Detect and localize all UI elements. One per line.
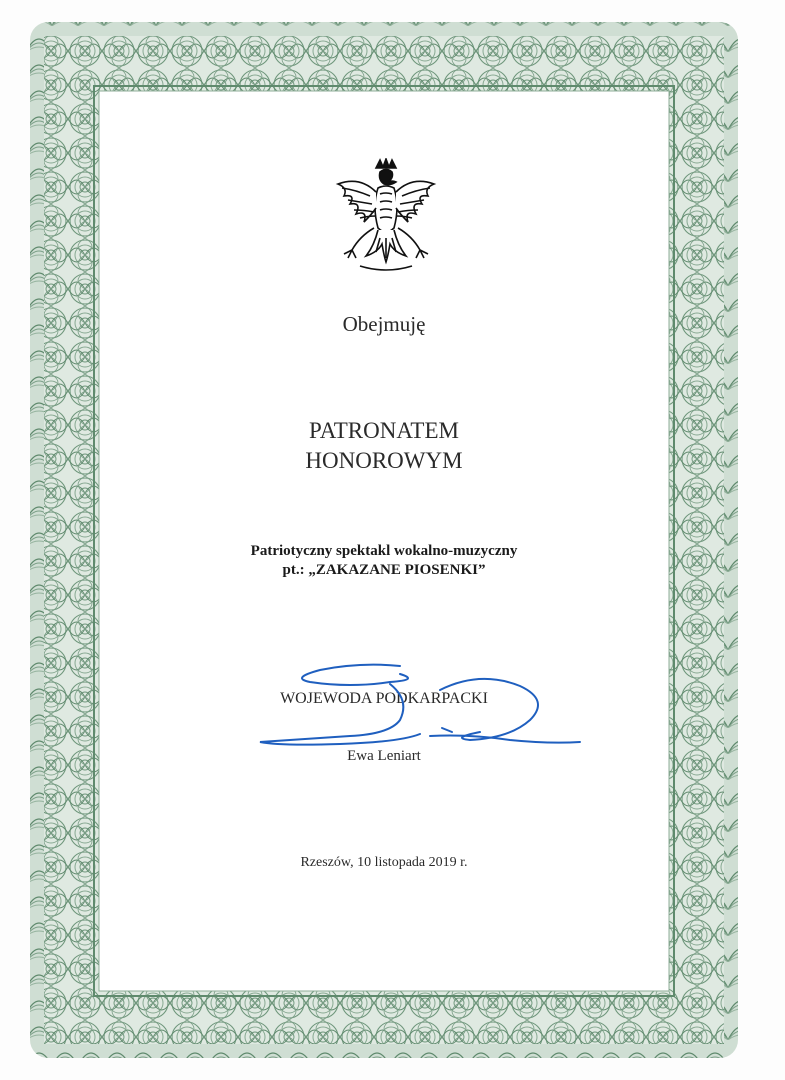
event-block <box>100 542 668 580</box>
title-block <box>100 416 668 476</box>
signatory-name: Ewa Leniart <box>347 748 421 764</box>
intro-text: Obejmuję <box>342 312 426 336</box>
title-line-1: PATRONATEM <box>309 418 459 443</box>
title-line-2: HONOROWYM <box>305 448 463 473</box>
handwritten-signature <box>250 650 590 760</box>
event-line-1: Patriotyczny spektakl wokalno-muzyczny <box>250 543 518 559</box>
event-line-2: pt.: „ZAKAZANE PIOSENKI” <box>282 562 486 578</box>
polish-eagle-emblem <box>330 158 442 280</box>
place-date: Rzeszów, 10 listopada 2019 r. <box>300 855 468 870</box>
office-title: WOJEWODA PODKARPACKI <box>280 690 488 707</box>
